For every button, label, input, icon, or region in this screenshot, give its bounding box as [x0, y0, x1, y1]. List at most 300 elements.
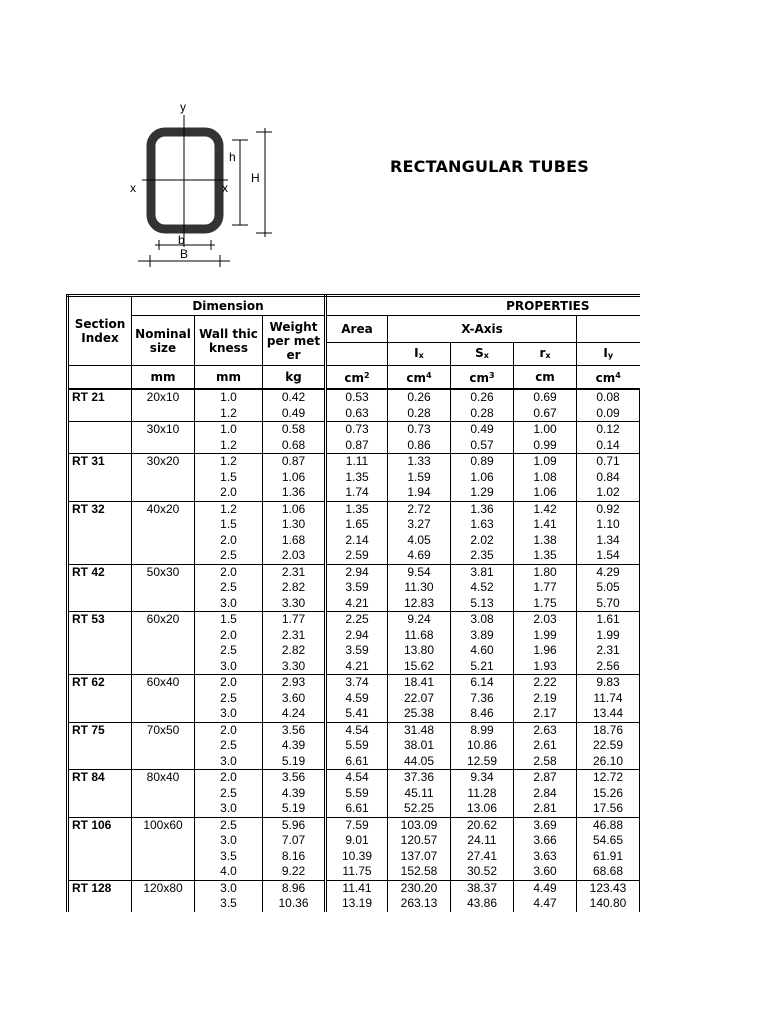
weight-cell: 2.82 [263, 580, 326, 596]
weight-cell: 0.49 [263, 406, 326, 422]
ix-cell: 12.83 [388, 596, 451, 612]
section-index-cell [68, 517, 132, 533]
weight-cell: 2.31 [263, 564, 326, 580]
rx-cell: 0.67 [514, 406, 577, 422]
weight-cell: 4.39 [263, 738, 326, 754]
area-cell: 2.94 [326, 564, 388, 580]
sx-cell: 2.35 [451, 548, 514, 564]
nominal-size-cell [132, 406, 195, 422]
nominal-size-cell [132, 896, 195, 912]
table-row [68, 628, 640, 644]
weight-cell: 3.30 [263, 596, 326, 612]
sx-cell: 13.06 [451, 801, 514, 817]
table-row [68, 470, 640, 486]
area-cell: 1.35 [326, 470, 388, 486]
wall-thickness-cell: 1.5 [195, 470, 263, 486]
section-index-cell: RT 21 [68, 389, 132, 406]
section-index-cell [68, 659, 132, 675]
table-row [68, 612, 640, 628]
rx-cell: 1.75 [514, 596, 577, 612]
table-row [68, 754, 640, 770]
area-cell: 5.41 [326, 706, 388, 722]
wall-thickness-cell: 2.5 [195, 786, 263, 802]
table-row [68, 422, 640, 438]
rx-header [514, 343, 577, 366]
sx-cell: 1.36 [451, 501, 514, 517]
sx-unit-base: cm [469, 371, 490, 385]
weight-cell: 1.30 [263, 517, 326, 533]
iy-cell: 0.92 [577, 501, 640, 517]
section-index-cell: RT 42 [68, 564, 132, 580]
section-index-cell [68, 580, 132, 596]
nominal-size-cell [132, 706, 195, 722]
wall-thickness-cell: 3.0 [195, 706, 263, 722]
wall-thickness-cell: 1.2 [195, 501, 263, 517]
weight-cell: 1.06 [263, 470, 326, 486]
table-row [68, 533, 640, 549]
area-cell: 3.59 [326, 580, 388, 596]
section-index-cell: RT 31 [68, 454, 132, 470]
weight-cell: 0.58 [263, 422, 326, 438]
weight-cell: 1.36 [263, 485, 326, 501]
sx-cell: 3.81 [451, 564, 514, 580]
sx-cell: 5.21 [451, 659, 514, 675]
wall-thickness-cell: 2.0 [195, 770, 263, 786]
nominal-size-cell [132, 864, 195, 880]
rx-cell: 4.49 [514, 880, 577, 896]
wall-thickness-cell: 1.2 [195, 454, 263, 470]
sx-cell: 9.34 [451, 770, 514, 786]
nominal-unit: mm [132, 366, 195, 390]
sx-cell: 38.37 [451, 880, 514, 896]
weight-cell: 2.93 [263, 675, 326, 691]
weight-cell: 7.07 [263, 833, 326, 849]
iy-cell: 68.68 [577, 864, 640, 880]
tube-cross-section-icon [120, 95, 290, 270]
iy-cell: 22.59 [577, 738, 640, 754]
area-cell: 3.59 [326, 643, 388, 659]
iy-cell: 4.29 [577, 564, 640, 580]
rx-cell: 1.00 [514, 422, 577, 438]
wall-thickness-cell: 2.5 [195, 738, 263, 754]
weight-cell: 3.60 [263, 691, 326, 707]
nominal-size-cell: 60x20 [132, 612, 195, 628]
axis-label-x-left: x [130, 181, 136, 195]
section-index-cell: RT 128 [68, 880, 132, 896]
area-cell: 2.25 [326, 612, 388, 628]
iy-cell: 0.12 [577, 422, 640, 438]
iy-cell: 17.56 [577, 801, 640, 817]
nominal-size-cell: 100x60 [132, 817, 195, 833]
dimension-label-b: b [178, 233, 185, 247]
rx-cell: 2.81 [514, 801, 577, 817]
iy-cell: 5.70 [577, 596, 640, 612]
nominal-size-cell [132, 786, 195, 802]
wall-thickness-cell: 2.0 [195, 722, 263, 738]
rx-cell: 3.63 [514, 849, 577, 865]
iy-unit [577, 366, 640, 390]
ix-unit [388, 366, 451, 390]
area-cell: 4.21 [326, 659, 388, 675]
nominal-size-cell [132, 754, 195, 770]
iy-cell: 1.54 [577, 548, 640, 564]
rx-cell: 1.99 [514, 628, 577, 644]
area-cell: 5.59 [326, 738, 388, 754]
ix-cell: 52.25 [388, 801, 451, 817]
wall-thickness-cell: 3.5 [195, 849, 263, 865]
sx-cell: 0.89 [451, 454, 514, 470]
sx-cell: 11.28 [451, 786, 514, 802]
weight-per-meter-header: Weight per meter [263, 316, 326, 366]
nominal-size-cell [132, 438, 195, 454]
wall-thickness-cell: 3.0 [195, 754, 263, 770]
nominal-size-cell [132, 849, 195, 865]
area-cell: 9.01 [326, 833, 388, 849]
rx-cell: 1.41 [514, 517, 577, 533]
iy-cell: 1.34 [577, 533, 640, 549]
weight-cell: 1.06 [263, 501, 326, 517]
iy-cell: 15.26 [577, 786, 640, 802]
wall-thickness-cell: 1.0 [195, 422, 263, 438]
rx-cell: 2.22 [514, 675, 577, 691]
weight-cell: 2.03 [263, 548, 326, 564]
table-row [68, 817, 640, 833]
nominal-size-cell [132, 470, 195, 486]
wall-thickness-cell: 4.0 [195, 864, 263, 880]
area-subheader-blank [326, 343, 388, 366]
iy-cell: 0.08 [577, 389, 640, 406]
section-index-cell [68, 691, 132, 707]
rx-cell: 3.69 [514, 817, 577, 833]
section-index-cell [68, 533, 132, 549]
rx-cell: 2.58 [514, 754, 577, 770]
section-index-cell [68, 864, 132, 880]
sx-header [451, 343, 514, 366]
iy-cell: 18.76 [577, 722, 640, 738]
section-index-cell [68, 485, 132, 501]
weight-cell: 0.87 [263, 454, 326, 470]
sx-cell: 5.13 [451, 596, 514, 612]
rectangular-tube-diagram [120, 95, 290, 270]
rx-cell: 2.63 [514, 722, 577, 738]
iy-cell: 0.71 [577, 454, 640, 470]
ix-cell: 38.01 [388, 738, 451, 754]
wall-thickness-cell: 3.0 [195, 880, 263, 896]
wall-thickness-cell: 2.0 [195, 675, 263, 691]
ix-cell: 4.69 [388, 548, 451, 564]
ix-cell: 13.80 [388, 643, 451, 659]
axis-label-y: y [180, 100, 186, 114]
properties-table-body [68, 389, 640, 912]
wall-thickness-cell: 2.5 [195, 643, 263, 659]
weight-cell: 8.96 [263, 880, 326, 896]
iy-cell: 46.88 [577, 817, 640, 833]
area-cell: 4.54 [326, 770, 388, 786]
nominal-size-cell [132, 801, 195, 817]
ix-cell: 137.07 [388, 849, 451, 865]
iy-cell: 1.61 [577, 612, 640, 628]
table-row [68, 406, 640, 422]
iy-cell: 1.10 [577, 517, 640, 533]
iy-cell: 1.02 [577, 485, 640, 501]
weight-cell: 5.96 [263, 817, 326, 833]
table-row [68, 485, 640, 501]
ix-cell: 9.24 [388, 612, 451, 628]
rx-cell: 1.80 [514, 564, 577, 580]
area-cell: 0.73 [326, 422, 388, 438]
area-cell: 0.53 [326, 389, 388, 406]
section-index-cell [68, 628, 132, 644]
iy-unit-exponent: 4 [615, 371, 621, 380]
section-index-cell [68, 470, 132, 486]
nominal-size-cell: 40x20 [132, 501, 195, 517]
weight-cell: 0.68 [263, 438, 326, 454]
nominal-size-cell: 60x40 [132, 675, 195, 691]
ix-cell: 103.09 [388, 817, 451, 833]
ix-cell: 230.20 [388, 880, 451, 896]
nominal-size-cell: 50x30 [132, 564, 195, 580]
area-cell: 6.61 [326, 754, 388, 770]
weight-cell: 3.56 [263, 770, 326, 786]
area-cell: 3.74 [326, 675, 388, 691]
sx-cell: 30.52 [451, 864, 514, 880]
weight-cell: 8.16 [263, 849, 326, 865]
wall-thickness-cell: 2.0 [195, 628, 263, 644]
nominal-size-cell: 80x40 [132, 770, 195, 786]
ix-cell: 0.73 [388, 422, 451, 438]
nominal-size-cell: 30x20 [132, 454, 195, 470]
ix-cell: 263.13 [388, 896, 451, 912]
wall-thickness-header: Wall thickness [195, 316, 263, 366]
table-row [68, 580, 640, 596]
iy-cell: 54.65 [577, 833, 640, 849]
area-cell: 0.87 [326, 438, 388, 454]
iy-cell: 1.99 [577, 628, 640, 644]
ix-unit-base: cm [406, 371, 427, 385]
ix-cell: 0.26 [388, 389, 451, 406]
weight-cell: 9.22 [263, 864, 326, 880]
table-row [68, 643, 640, 659]
nominal-size-cell [132, 533, 195, 549]
nominal-size-cell: 120x80 [132, 880, 195, 896]
sx-unit-exponent: 3 [489, 371, 495, 380]
ix-unit-exponent: 4 [426, 371, 432, 380]
weight-cell: 10.36 [263, 896, 326, 912]
rx-cell: 1.77 [514, 580, 577, 596]
dimension-label-H: H [251, 171, 260, 185]
section-index-cell [68, 548, 132, 564]
ix-cell: 31.48 [388, 722, 451, 738]
rx-cell: 0.69 [514, 389, 577, 406]
axis-label-x-right: x [222, 181, 228, 195]
area-cell: 11.75 [326, 864, 388, 880]
rx-cell: 3.60 [514, 864, 577, 880]
table-row [68, 770, 640, 786]
area-cell: 13.19 [326, 896, 388, 912]
wall-thickness-cell: 2.0 [195, 564, 263, 580]
rx-cell: 1.42 [514, 501, 577, 517]
wall-thickness-cell: 3.5 [195, 896, 263, 912]
section-index-cell [68, 706, 132, 722]
sx-cell: 20.62 [451, 817, 514, 833]
area-cell: 2.59 [326, 548, 388, 564]
iy-cell: 140.80 [577, 896, 640, 912]
area-cell: 0.63 [326, 406, 388, 422]
sx-unit [451, 366, 514, 390]
table-row [68, 801, 640, 817]
sx-cell: 1.06 [451, 470, 514, 486]
table-row [68, 896, 640, 912]
sx-cell: 8.99 [451, 722, 514, 738]
table-row [68, 501, 640, 517]
rx-cell: 0.99 [514, 438, 577, 454]
area-cell: 4.54 [326, 722, 388, 738]
table-row [68, 564, 640, 580]
section-index-header: Section Index [68, 296, 132, 366]
area-cell: 2.14 [326, 533, 388, 549]
rx-cell: 2.84 [514, 786, 577, 802]
section-index-cell [68, 406, 132, 422]
ix-cell: 11.30 [388, 580, 451, 596]
rx-header-subscript: x [545, 350, 551, 360]
wall-thickness-cell: 3.0 [195, 596, 263, 612]
wall-thickness-cell: 2.0 [195, 485, 263, 501]
rx-cell: 2.17 [514, 706, 577, 722]
nominal-size-cell: 30x10 [132, 422, 195, 438]
weight-cell: 4.24 [263, 706, 326, 722]
iy-cell: 11.74 [577, 691, 640, 707]
rx-header-base: r [539, 345, 546, 360]
ix-cell: 25.38 [388, 706, 451, 722]
section-index-cell [68, 896, 132, 912]
ix-cell: 4.05 [388, 533, 451, 549]
rx-unit: cm [514, 366, 577, 390]
nominal-size-cell [132, 596, 195, 612]
area-cell: 1.74 [326, 485, 388, 501]
ix-cell: 22.07 [388, 691, 451, 707]
section-index-cell: RT 32 [68, 501, 132, 517]
table-row [68, 389, 640, 406]
area-cell: 10.39 [326, 849, 388, 865]
iy-header [577, 343, 640, 366]
section-index-cell: RT 106 [68, 817, 132, 833]
iy-cell: 26.10 [577, 754, 640, 770]
sx-cell: 2.02 [451, 533, 514, 549]
section-index-cell [68, 801, 132, 817]
section-index-cell: RT 62 [68, 675, 132, 691]
iy-cell: 12.72 [577, 770, 640, 786]
nominal-size-cell: 20x10 [132, 389, 195, 406]
iy-cell: 2.56 [577, 659, 640, 675]
ix-cell: 2.72 [388, 501, 451, 517]
section-index-cell: RT 75 [68, 722, 132, 738]
properties-table [66, 294, 640, 912]
table-row [68, 438, 640, 454]
weight-cell: 0.42 [263, 389, 326, 406]
ix-header [388, 343, 451, 366]
sx-cell: 1.29 [451, 485, 514, 501]
nominal-size-cell: 70x50 [132, 722, 195, 738]
wall-thickness-cell: 1.5 [195, 517, 263, 533]
rx-cell: 1.96 [514, 643, 577, 659]
rx-cell: 2.19 [514, 691, 577, 707]
rx-cell: 2.87 [514, 770, 577, 786]
iy-cell: 61.91 [577, 849, 640, 865]
wall-thickness-cell: 3.0 [195, 659, 263, 675]
area-cell: 2.94 [326, 628, 388, 644]
iy-cell: 5.05 [577, 580, 640, 596]
table-row [68, 691, 640, 707]
page-title: RECTANGULAR TUBES [390, 157, 589, 176]
sx-cell: 27.41 [451, 849, 514, 865]
area-cell: 11.41 [326, 880, 388, 896]
area-unit [326, 366, 388, 390]
section-index-cell [68, 438, 132, 454]
weight-cell: 5.19 [263, 801, 326, 817]
sx-header-subscript: x [483, 350, 489, 360]
weight-cell: 4.39 [263, 786, 326, 802]
sx-cell: 0.57 [451, 438, 514, 454]
ix-cell: 11.68 [388, 628, 451, 644]
ix-cell: 9.54 [388, 564, 451, 580]
wall-thickness-cell: 2.5 [195, 548, 263, 564]
rx-cell: 1.06 [514, 485, 577, 501]
rx-cell: 1.93 [514, 659, 577, 675]
ix-cell: 1.94 [388, 485, 451, 501]
rx-cell: 1.38 [514, 533, 577, 549]
iy-unit-base: cm [595, 371, 616, 385]
ix-cell: 15.62 [388, 659, 451, 675]
area-unit-base: cm [344, 371, 365, 385]
table-row [68, 675, 640, 691]
dimension-label-B: B [180, 247, 189, 261]
weight-cell: 1.68 [263, 533, 326, 549]
properties-header: PROPERTIES [326, 296, 640, 316]
iy-header-base: I [603, 345, 608, 360]
nominal-size-cell [132, 517, 195, 533]
table-row [68, 880, 640, 896]
area-cell: 6.61 [326, 801, 388, 817]
weight-cell: 3.56 [263, 722, 326, 738]
nominal-size-cell [132, 738, 195, 754]
iy-cell: 2.31 [577, 643, 640, 659]
table-row [68, 659, 640, 675]
sx-cell: 3.08 [451, 612, 514, 628]
ix-cell: 1.33 [388, 454, 451, 470]
sx-cell: 0.28 [451, 406, 514, 422]
table-row [68, 596, 640, 612]
wall-thickness-cell: 1.2 [195, 406, 263, 422]
y-axis-header-blank [577, 316, 640, 343]
area-header: Area [326, 316, 388, 343]
nominal-size-cell [132, 580, 195, 596]
sx-cell: 4.60 [451, 643, 514, 659]
ix-header-base: I [414, 345, 419, 360]
area-cell: 4.59 [326, 691, 388, 707]
table-row [68, 833, 640, 849]
ix-cell: 0.86 [388, 438, 451, 454]
iy-header-subscript: y [607, 350, 614, 360]
table-row [68, 517, 640, 533]
sx-cell: 12.59 [451, 754, 514, 770]
table-row [68, 786, 640, 802]
area-cell: 1.35 [326, 501, 388, 517]
area-cell: 1.11 [326, 454, 388, 470]
nominal-size-cell [132, 691, 195, 707]
ix-header-subscript: x [418, 350, 424, 360]
nominal-size-header: Nominal size [132, 316, 195, 366]
weight-cell: 3.30 [263, 659, 326, 675]
